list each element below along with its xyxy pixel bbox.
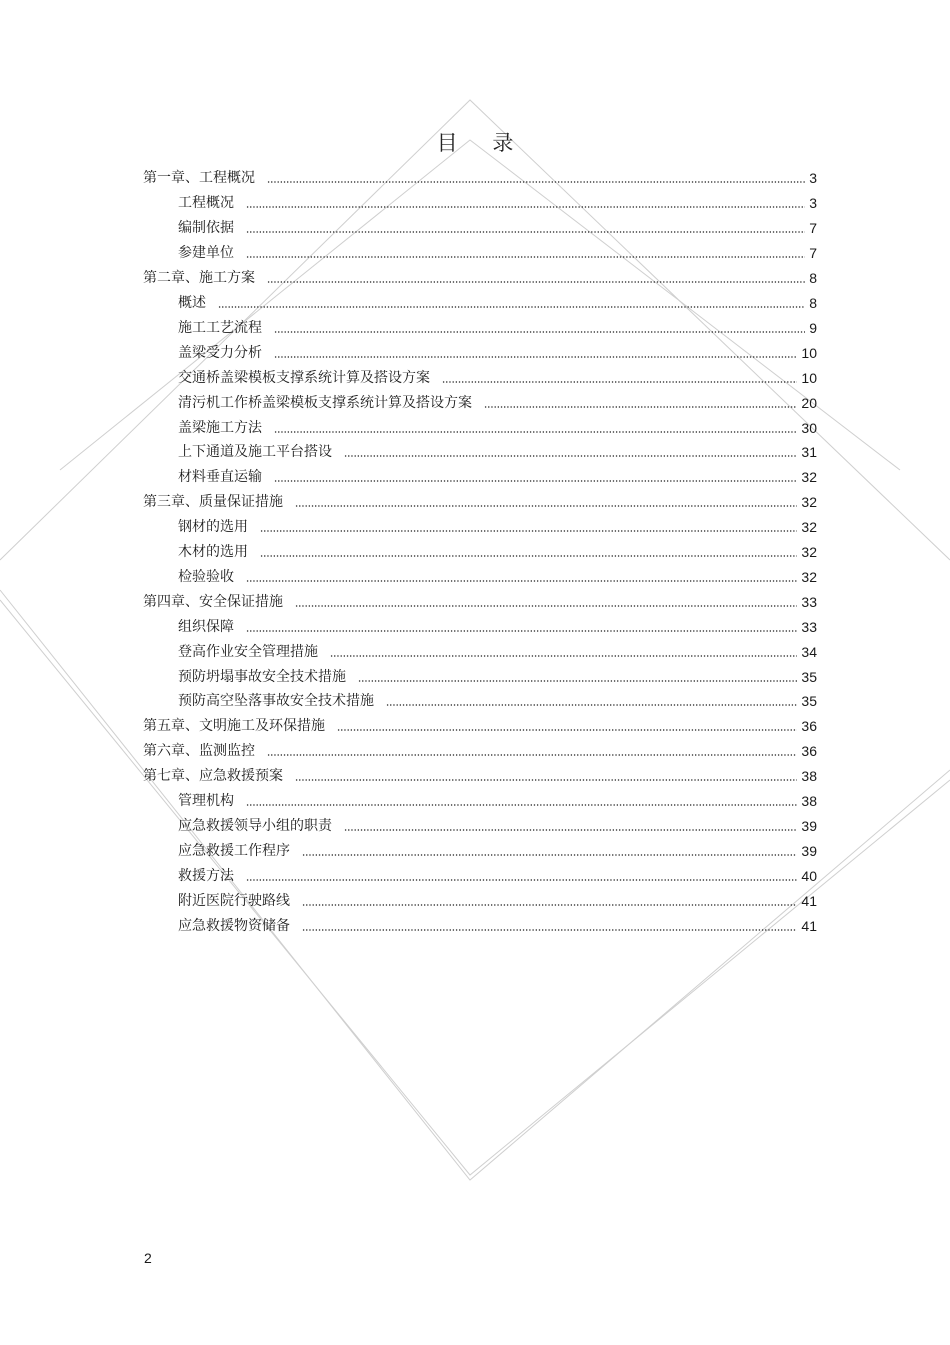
toc-section-entry[interactable]: [143, 565, 817, 590]
toc-entry-page: 10: [801, 369, 817, 386]
toc-dot-leader: [295, 605, 797, 607]
toc-entry-label: 概述: [178, 294, 206, 311]
toc-entry-page: 35: [801, 693, 817, 710]
toc-entry-label: 预防高空坠落事故安全技术措施: [178, 693, 374, 710]
toc-entry-page: 8: [809, 270, 817, 287]
toc-entry-label: 上下通道及施工平台搭设: [178, 444, 332, 461]
toc-title: 目 录: [436, 131, 528, 155]
toc-entry-page: 7: [809, 245, 817, 262]
toc-entry-page: 33: [801, 593, 817, 610]
toc-entry-page: 3: [809, 170, 817, 187]
toc-entry-label: 第二章、施工方案: [143, 270, 255, 287]
toc-dot-leader: [246, 630, 797, 632]
toc-entry-label: 预防坍塌事故安全技术措施: [178, 668, 346, 685]
toc-chapter-entry[interactable]: [143, 764, 817, 789]
toc-entry-page: 41: [801, 917, 817, 934]
toc-entry-page: 36: [801, 718, 817, 735]
toc-entry-page: 39: [801, 842, 817, 859]
toc-dot-leader: [267, 754, 797, 756]
toc-entry-label: 第六章、监测监控: [143, 743, 255, 760]
toc-entry-page: 32: [801, 544, 817, 561]
toc-entry-label: 木材的选用: [178, 544, 248, 561]
toc-dot-leader: [302, 929, 797, 931]
toc-section-entry[interactable]: [143, 888, 817, 913]
toc-entry-page: 3: [809, 195, 817, 212]
toc-entry-page: 32: [801, 494, 817, 511]
toc-entry-label: 盖梁施工方法: [178, 419, 262, 436]
toc-entry-label: 工程概况: [178, 195, 234, 212]
page-number: 2: [144, 1250, 152, 1266]
toc-section-entry[interactable]: [143, 515, 817, 540]
toc-entry-page: 38: [801, 793, 817, 810]
toc-section-entry[interactable]: [143, 789, 817, 814]
toc-entry-page: 36: [801, 743, 817, 760]
toc-section-entry[interactable]: [143, 863, 817, 888]
toc-entry-label: 材料垂直运输: [178, 469, 262, 486]
toc-entry-label: 应急救援领导小组的职责: [178, 818, 332, 835]
toc-dot-leader: [260, 530, 797, 532]
toc-dot-leader: [344, 455, 797, 457]
toc-entry-label: 参建单位: [178, 245, 234, 262]
toc-entry-label: 钢材的选用: [178, 519, 248, 536]
toc-section-entry[interactable]: [143, 365, 817, 390]
toc-entry-label: 盖梁受力分析: [178, 344, 262, 361]
toc-section-entry[interactable]: [143, 315, 817, 340]
toc-entry-label: 第四章、安全保证措施: [143, 593, 283, 610]
toc-section-entry[interactable]: [143, 814, 817, 839]
table-of-contents: [143, 166, 817, 938]
toc-dot-leader: [484, 406, 797, 408]
toc-entry-page: 33: [801, 618, 817, 635]
toc-entry-page: 20: [801, 394, 817, 411]
toc-entry-label: 第七章、应急救援预案: [143, 768, 283, 785]
toc-entry-label: 第五章、文明施工及环保措施: [143, 718, 325, 735]
toc-section-entry[interactable]: [143, 440, 817, 465]
toc-entry-label: 编制依据: [178, 220, 234, 237]
toc-chapter-entry[interactable]: [143, 266, 817, 291]
toc-dot-leader: [330, 655, 797, 657]
toc-section-entry[interactable]: [143, 664, 817, 689]
toc-entry-label: 第三章、质量保证措施: [143, 494, 283, 511]
toc-entry-page: 9: [809, 319, 817, 336]
toc-entry-page: 39: [801, 818, 817, 835]
toc-entry-page: 38: [801, 768, 817, 785]
toc-entry-page: 41: [801, 892, 817, 909]
toc-entry-label: 救援方法: [178, 867, 234, 884]
toc-section-entry[interactable]: [143, 216, 817, 241]
toc-entry-label: 检验验收: [178, 568, 234, 585]
toc-entry-page: 35: [801, 668, 817, 685]
toc-dot-leader: [295, 505, 797, 507]
toc-section-entry[interactable]: [143, 913, 817, 938]
toc-section-entry[interactable]: [143, 291, 817, 316]
toc-dot-leader: [260, 555, 797, 557]
toc-dot-leader: [246, 256, 805, 258]
toc-chapter-entry[interactable]: [143, 739, 817, 764]
toc-dot-leader: [274, 480, 797, 482]
toc-section-entry[interactable]: [143, 340, 817, 365]
toc-dot-leader: [386, 704, 797, 706]
toc-dot-leader: [246, 804, 797, 806]
toc-entry-page: 31: [801, 444, 817, 461]
toc-dot-leader: [344, 829, 797, 831]
toc-entry-label: 组织保障: [178, 618, 234, 635]
toc-dot-leader: [274, 356, 797, 358]
toc-entry-label: 应急救援物资储备: [178, 917, 290, 934]
toc-dot-leader: [274, 331, 805, 333]
toc-dot-leader: [358, 680, 797, 682]
toc-chapter-entry[interactable]: [143, 589, 817, 614]
toc-dot-leader: [246, 580, 797, 582]
toc-dot-leader: [267, 181, 805, 183]
toc-entry-page: 8: [809, 294, 817, 311]
toc-chapter-entry[interactable]: [143, 714, 817, 739]
toc-entry-page: 40: [801, 867, 817, 884]
toc-section-entry[interactable]: [143, 191, 817, 216]
toc-entry-label: 管理机构: [178, 793, 234, 810]
toc-entry-label: 清污机工作桥盖梁模板支撑系统计算及搭设方案: [178, 394, 472, 411]
toc-entry-page: 32: [801, 519, 817, 536]
toc-dot-leader: [274, 431, 797, 433]
toc-entry-label: 第一章、工程概况: [143, 170, 255, 187]
toc-dot-leader: [295, 779, 797, 781]
toc-section-entry[interactable]: [143, 540, 817, 565]
toc-entry-label: 施工工艺流程: [178, 319, 262, 336]
toc-entry-page: 32: [801, 469, 817, 486]
toc-dot-leader: [267, 281, 805, 283]
toc-section-entry[interactable]: [143, 639, 817, 664]
toc-chapter-entry[interactable]: [143, 166, 817, 191]
toc-dot-leader: [337, 729, 797, 731]
toc-dot-leader: [442, 381, 797, 383]
toc-dot-leader: [246, 879, 797, 881]
toc-dot-leader: [302, 904, 797, 906]
toc-section-entry[interactable]: [143, 465, 817, 490]
toc-dot-leader: [246, 206, 805, 208]
toc-section-entry[interactable]: [143, 415, 817, 440]
toc-entry-label: 登高作业安全管理措施: [178, 643, 318, 660]
toc-section-entry[interactable]: [143, 241, 817, 266]
toc-entry-label: 应急救援工作程序: [178, 842, 290, 859]
toc-entry-page: 34: [801, 643, 817, 660]
toc-entry-page: 30: [801, 419, 817, 436]
toc-entry-label: 附近医院行驶路线: [178, 892, 290, 909]
toc-dot-leader: [246, 231, 805, 233]
toc-entry-page: 32: [801, 568, 817, 585]
toc-entry-page: 7: [809, 220, 817, 237]
toc-dot-leader: [302, 854, 797, 856]
toc-dot-leader: [218, 306, 805, 308]
toc-entry-page: 10: [801, 344, 817, 361]
toc-section-entry[interactable]: [143, 390, 817, 415]
toc-section-entry[interactable]: [143, 838, 817, 863]
toc-section-entry[interactable]: [143, 689, 817, 714]
toc-entry-label: 交通桥盖梁模板支撑系统计算及搭设方案: [178, 369, 430, 386]
toc-chapter-entry[interactable]: [143, 490, 817, 515]
toc-section-entry[interactable]: [143, 614, 817, 639]
